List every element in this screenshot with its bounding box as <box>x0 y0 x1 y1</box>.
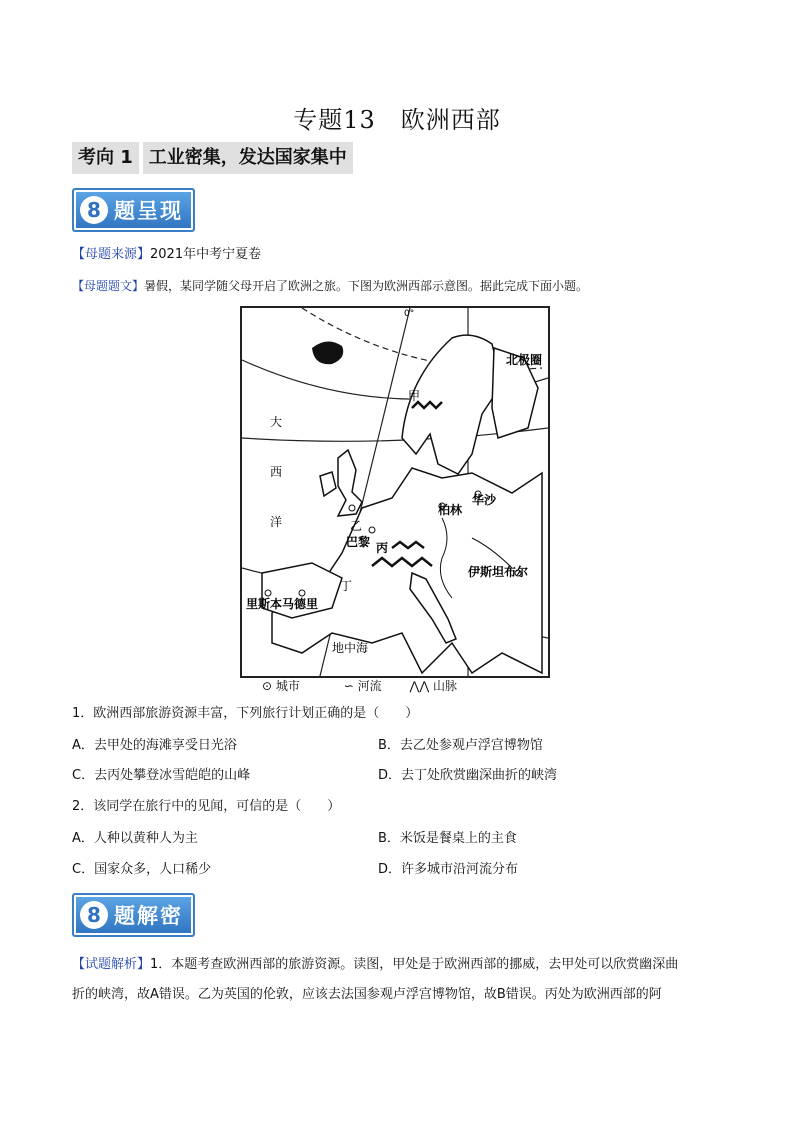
label-paris: 巴黎 <box>346 535 371 549</box>
question-2-option-b: B．米饭是餐桌上的主食 <box>378 831 517 846</box>
section-badge-decode <box>72 893 195 937</box>
label-atlantic-3: 洋 <box>270 515 283 529</box>
label-warsaw: 华沙 <box>472 493 497 507</box>
map-svg <box>242 308 548 676</box>
question-1-option-b: B．去乙处参观卢浮宫博物馆 <box>378 738 543 753</box>
label-lisbon: 里斯本 <box>246 597 283 611</box>
subheading <box>72 142 357 174</box>
label-zero-meridian: 0° <box>404 309 415 319</box>
mountain-legend-icon: ⋀⋀ <box>409 679 430 693</box>
source-line: 【母题来源】2021年中考宁夏卷 <box>72 247 262 262</box>
europe-map <box>240 306 550 678</box>
question-2-option-c: C．国家众多，人口稀少 <box>72 862 212 877</box>
question-1-option-c: C．去丙处攀登冰雪皑皑的山峰 <box>72 768 251 783</box>
label-yi: 乙 <box>350 519 363 533</box>
section-logo-icon: 8 <box>80 901 108 929</box>
subheading-label: 考向 1 <box>72 142 139 174</box>
label-jia: 甲 <box>408 389 421 403</box>
label-berlin: 柏林 <box>438 503 463 517</box>
iceland <box>312 341 343 364</box>
subheading-text: 工业密集，发达国家集中 <box>143 142 353 174</box>
label-bing: 丙 <box>376 541 389 555</box>
analysis-line-1: 【试题解析】1．本题考查欧洲西部的旅游资源。读图，甲处是于欧洲西部的挪威，去甲处可以欣赏幽深曲 <box>72 957 679 972</box>
label-arctic-circle: 北极圈 <box>506 353 543 367</box>
label-madrid: 马德里 <box>282 597 319 611</box>
page-title: 专题13 欧洲西部 <box>293 106 501 134</box>
question-1-option-d: D．去丁处欣赏幽深曲折的峡湾 <box>378 768 558 783</box>
section-logo-icon: 8 <box>80 196 108 224</box>
ireland <box>320 472 336 496</box>
badge-text: 题呈现 <box>114 199 183 223</box>
city-legend-icon: ⊙ <box>262 679 273 693</box>
label-mediterranean: 地中海 <box>332 641 369 655</box>
question-2-option-d: D．许多城市沿河流分布 <box>378 862 519 877</box>
label-atlantic-2: 西 <box>270 465 283 479</box>
prompt-line: 【母题题文】暑假，某同学随父母开启了欧洲之旅。下图为欧洲西部示意图。据此完成下面小题。 <box>72 279 589 293</box>
question-1-option-a: A．去甲处的海滩享受日光浴 <box>72 738 237 753</box>
river-legend-icon: ∽ <box>343 679 354 693</box>
question-2-option-a: A．人种以黄种人为主 <box>72 831 198 846</box>
question-2-stem: 2．该同学在旅行中的见闻，可信的是（ ） <box>72 799 341 814</box>
label-atlantic-1: 大 <box>270 415 283 429</box>
question-1-stem: 1．欧洲西部旅游资源丰富，下列旅行计划正确的是（ ） <box>72 706 419 721</box>
label-istanbul: 伊斯坦布尔 <box>468 565 529 579</box>
analysis-paragraph <box>72 950 726 1010</box>
map-legend: ⊙ 城市 ∽ 河流 ⋀⋀ 山脉 <box>262 679 457 693</box>
label-ding: 丁 <box>340 579 353 593</box>
section-badge-present <box>72 188 195 232</box>
badge-text: 题解密 <box>114 904 183 928</box>
analysis-line-2: 折的峡湾，故A错误。乙为英国的伦敦，应该去法国参观卢浮宫博物馆，故B错误。丙处为欧洲西部的阿 <box>72 987 662 1002</box>
